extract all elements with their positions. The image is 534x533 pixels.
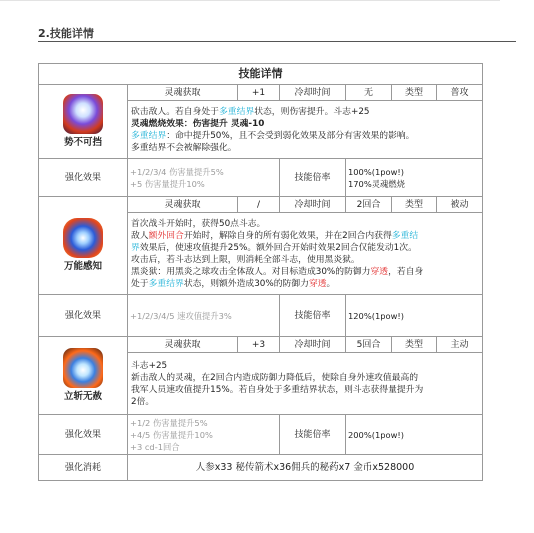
cooldown-label: 冷却时间 <box>280 337 346 353</box>
skill-1-cooldown: 无 <box>346 85 392 101</box>
skill-3-type: 主动 <box>437 337 483 353</box>
skill-3-enhance: +1/2 伤害量提升5% +4/5 伤害量提升10% +3 cd-1回合 <box>128 415 280 455</box>
soul-label: 灵魂获取 <box>128 85 238 101</box>
type-label: 类型 <box>392 197 437 213</box>
skill-2-soul: / <box>238 197 280 213</box>
skill-1-description: 砍击敌人。若自身处于多重结界状态，则伤害提升。斗志+25 灵魂燃烧效果：伤害提升 灵魂-10 多重结界：命中提升50%，且不会受到弱化效果及部分有害效果的影响。 多重结界不会被解除强化。 <box>128 101 483 159</box>
skill-1-rate: 100%(1pow!) 170%灵魂燃烧 <box>346 159 483 197</box>
skill-2-rate: 120%(1pow!) <box>346 295 483 337</box>
fire-slash-icon <box>63 348 103 388</box>
soul-label: 灵魂获取 <box>128 337 238 353</box>
skill-2-description: 首次战斗开始时，获得50点斗志。 敌人额外回合开始时，解除自身的所有弱化效果，并在2回合内获得多重结 界效果后，使速攻值提升25%。额外回合开始时效果2回合仅能发动1次。 攻击后，若斗志达到上限，则消耗全部斗志，使用黑炎狱。 黑炎狱：用黑炎之球攻击全体敌人。对目标造成30%的防御力穿透，若自身 处于多重结界状态，则额外造成30%的防御力穿透。 <box>128 213 483 295</box>
enhance-cost-value: 人参x33 秘传箭术x36佣兵的秘药x7 金币x528000 <box>128 455 483 481</box>
skill-1-cell <box>39 85 128 159</box>
skill-details-table <box>38 63 483 481</box>
skill-3-cell <box>39 337 128 415</box>
all-sense-icon <box>63 218 103 258</box>
section-title: 2.技能详情 <box>38 27 94 40</box>
skill-3-cooldown: 5回合 <box>346 337 392 353</box>
cooldown-label: 冷却时间 <box>280 197 346 213</box>
skill-1-type: 普攻 <box>437 85 483 101</box>
skill-rate-label: 技能倍率 <box>280 159 346 197</box>
skill-3-description: 斗志+25 新击敌人的灵魂，在2回合内造成防御力降低后，使除自身外速攻值最高的 我军人员速攻值提升15%。若自身处于多重结界状态，则斗志获得量提升为 2倍。 <box>128 353 483 415</box>
type-label: 类型 <box>392 85 437 101</box>
skill-1-soul: +1 <box>238 85 280 101</box>
top-divider <box>0 0 500 1</box>
enhance-effect-label: 强化效果 <box>39 159 128 197</box>
skill-rate-label: 技能倍率 <box>280 415 346 455</box>
skill-2-name: 万能感知 <box>63 261 102 272</box>
skill-rate-label: 技能倍率 <box>280 295 346 337</box>
slash-attack-icon <box>63 94 103 134</box>
skill-2-type: 被动 <box>437 197 483 213</box>
skill-3-soul: +3 <box>238 337 280 353</box>
skill-1-enhance: +1/2/3/4 伤害量提升5% +5 伤害量提升10% <box>128 159 280 197</box>
section-divider <box>38 41 516 42</box>
cooldown-label: 冷却时间 <box>280 85 346 101</box>
skill-2-enhance: +1/2/3/4/5 速攻值提升3% <box>128 295 280 337</box>
type-label: 类型 <box>392 337 437 353</box>
enhance-effect-label: 强化效果 <box>39 415 128 455</box>
skill-3-rate: 200%(1pow!) <box>346 415 483 455</box>
table-title: 技能详情 <box>39 64 483 85</box>
skill-2-cooldown: 2回合 <box>346 197 392 213</box>
soul-label: 灵魂获取 <box>128 197 238 213</box>
enhance-effect-label: 强化效果 <box>39 295 128 337</box>
skill-1-name: 势不可挡 <box>63 137 102 148</box>
enhance-cost-label: 强化消耗 <box>39 455 128 481</box>
skill-2-cell <box>39 197 128 295</box>
skill-3-name: 立斩无赦 <box>63 391 102 402</box>
